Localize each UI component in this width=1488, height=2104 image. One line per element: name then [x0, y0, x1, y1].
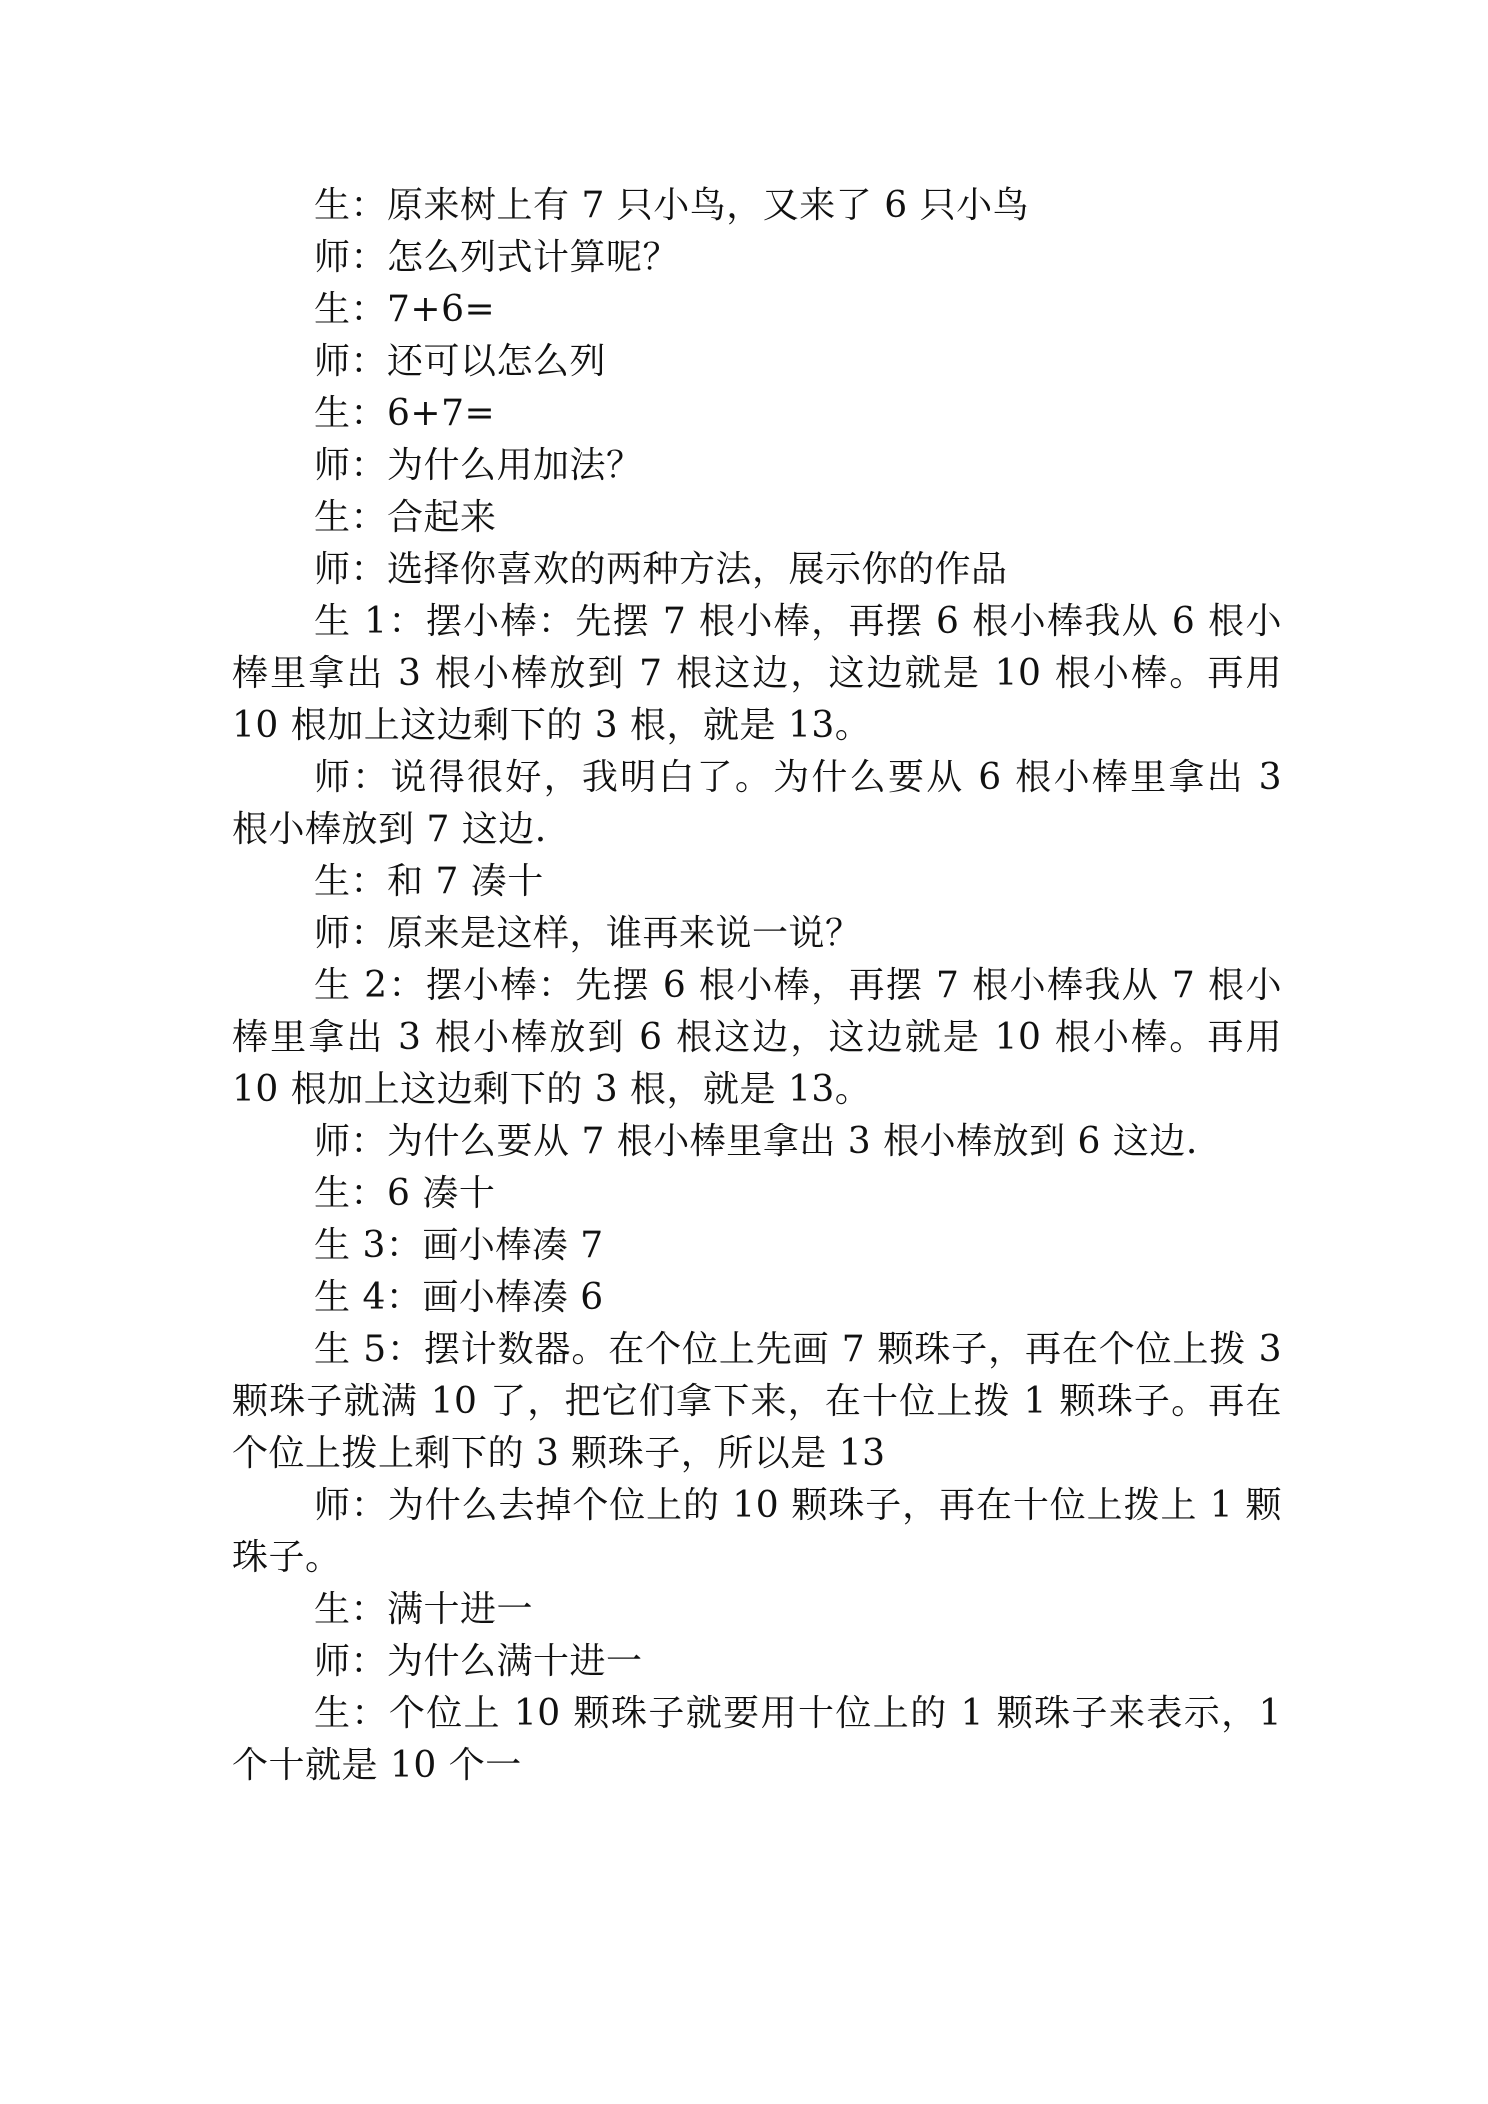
paragraph: 师：选择你喜欢的两种方法，展示你的作品 — [314, 549, 1008, 590]
paragraph: 师：为什么要从 7 根小棒里拿出 3 根小棒放到 6 这边. — [314, 1121, 1198, 1162]
paragraph: 生 5：摆计数器。在个位上先画 7 颗珠子，再在个位上拨 3 颗珠子就满 10 了，把它们拿下来，在十位上拨 1 颗珠子。再在个位上拨上剩下的 3 颗珠子，所以是 13 — [232, 1329, 1282, 1474]
paragraph: 师：说得很好，我明白了。为什么要从 6 根小棒里拿出 3 根小棒放到 7 这边. — [232, 757, 1282, 850]
paragraph: 师：为什么用加法？ — [314, 445, 643, 486]
paragraph: 生：个位上 10 颗珠子就要用十位上的 1 颗珠子来表示，1 个十就是 10 个一 — [232, 1693, 1282, 1786]
paragraph: 生：合起来 — [314, 497, 497, 538]
paragraph: 生：6 凑十 — [314, 1173, 496, 1214]
paragraph: 师：还可以怎么列 — [314, 341, 607, 382]
paragraph: 生：原来树上有 7 只小鸟，又来了 6 只小鸟 — [314, 185, 1030, 226]
paragraph: 生：7+6= — [314, 289, 496, 330]
paragraph: 生 2：摆小棒：先摆 6 根小棒，再摆 7 根小棒我从 7 根小棒里拿出 3 根小棒放到 6 根这边，这边就是 10 根小棒。再用 10 根加上这边剩下的 3 根，就是 13。 — [232, 965, 1282, 1110]
paragraph: 生 4：画小棒凑 6 — [314, 1277, 604, 1318]
paragraph: 生：6+7= — [314, 393, 496, 434]
paragraph: 生 1：摆小棒：先摆 7 根小棒，再摆 6 根小棒我从 6 根小棒里拿出 3 根小棒放到 7 根这边，这边就是 10 根小棒。再用 10 根加上这边剩下的 3 根，就是 13。 — [232, 601, 1282, 746]
paragraph: 师：为什么满十进一 — [314, 1641, 643, 1682]
paragraph: 生：和 7 凑十 — [314, 861, 544, 902]
paragraph: 生 3：画小棒凑 7 — [314, 1225, 604, 1266]
document-body — [232, 180, 1282, 1792]
paragraph: 师：原来是这样，谁再来说一说？ — [314, 913, 862, 954]
paragraph: 师：怎么列式计算呢？ — [314, 237, 680, 278]
paragraph: 生：满十进一 — [314, 1589, 534, 1630]
paragraph: 师：为什么去掉个位上的 10 颗珠子，再在十位上拨上 1 颗珠子。 — [232, 1485, 1282, 1578]
